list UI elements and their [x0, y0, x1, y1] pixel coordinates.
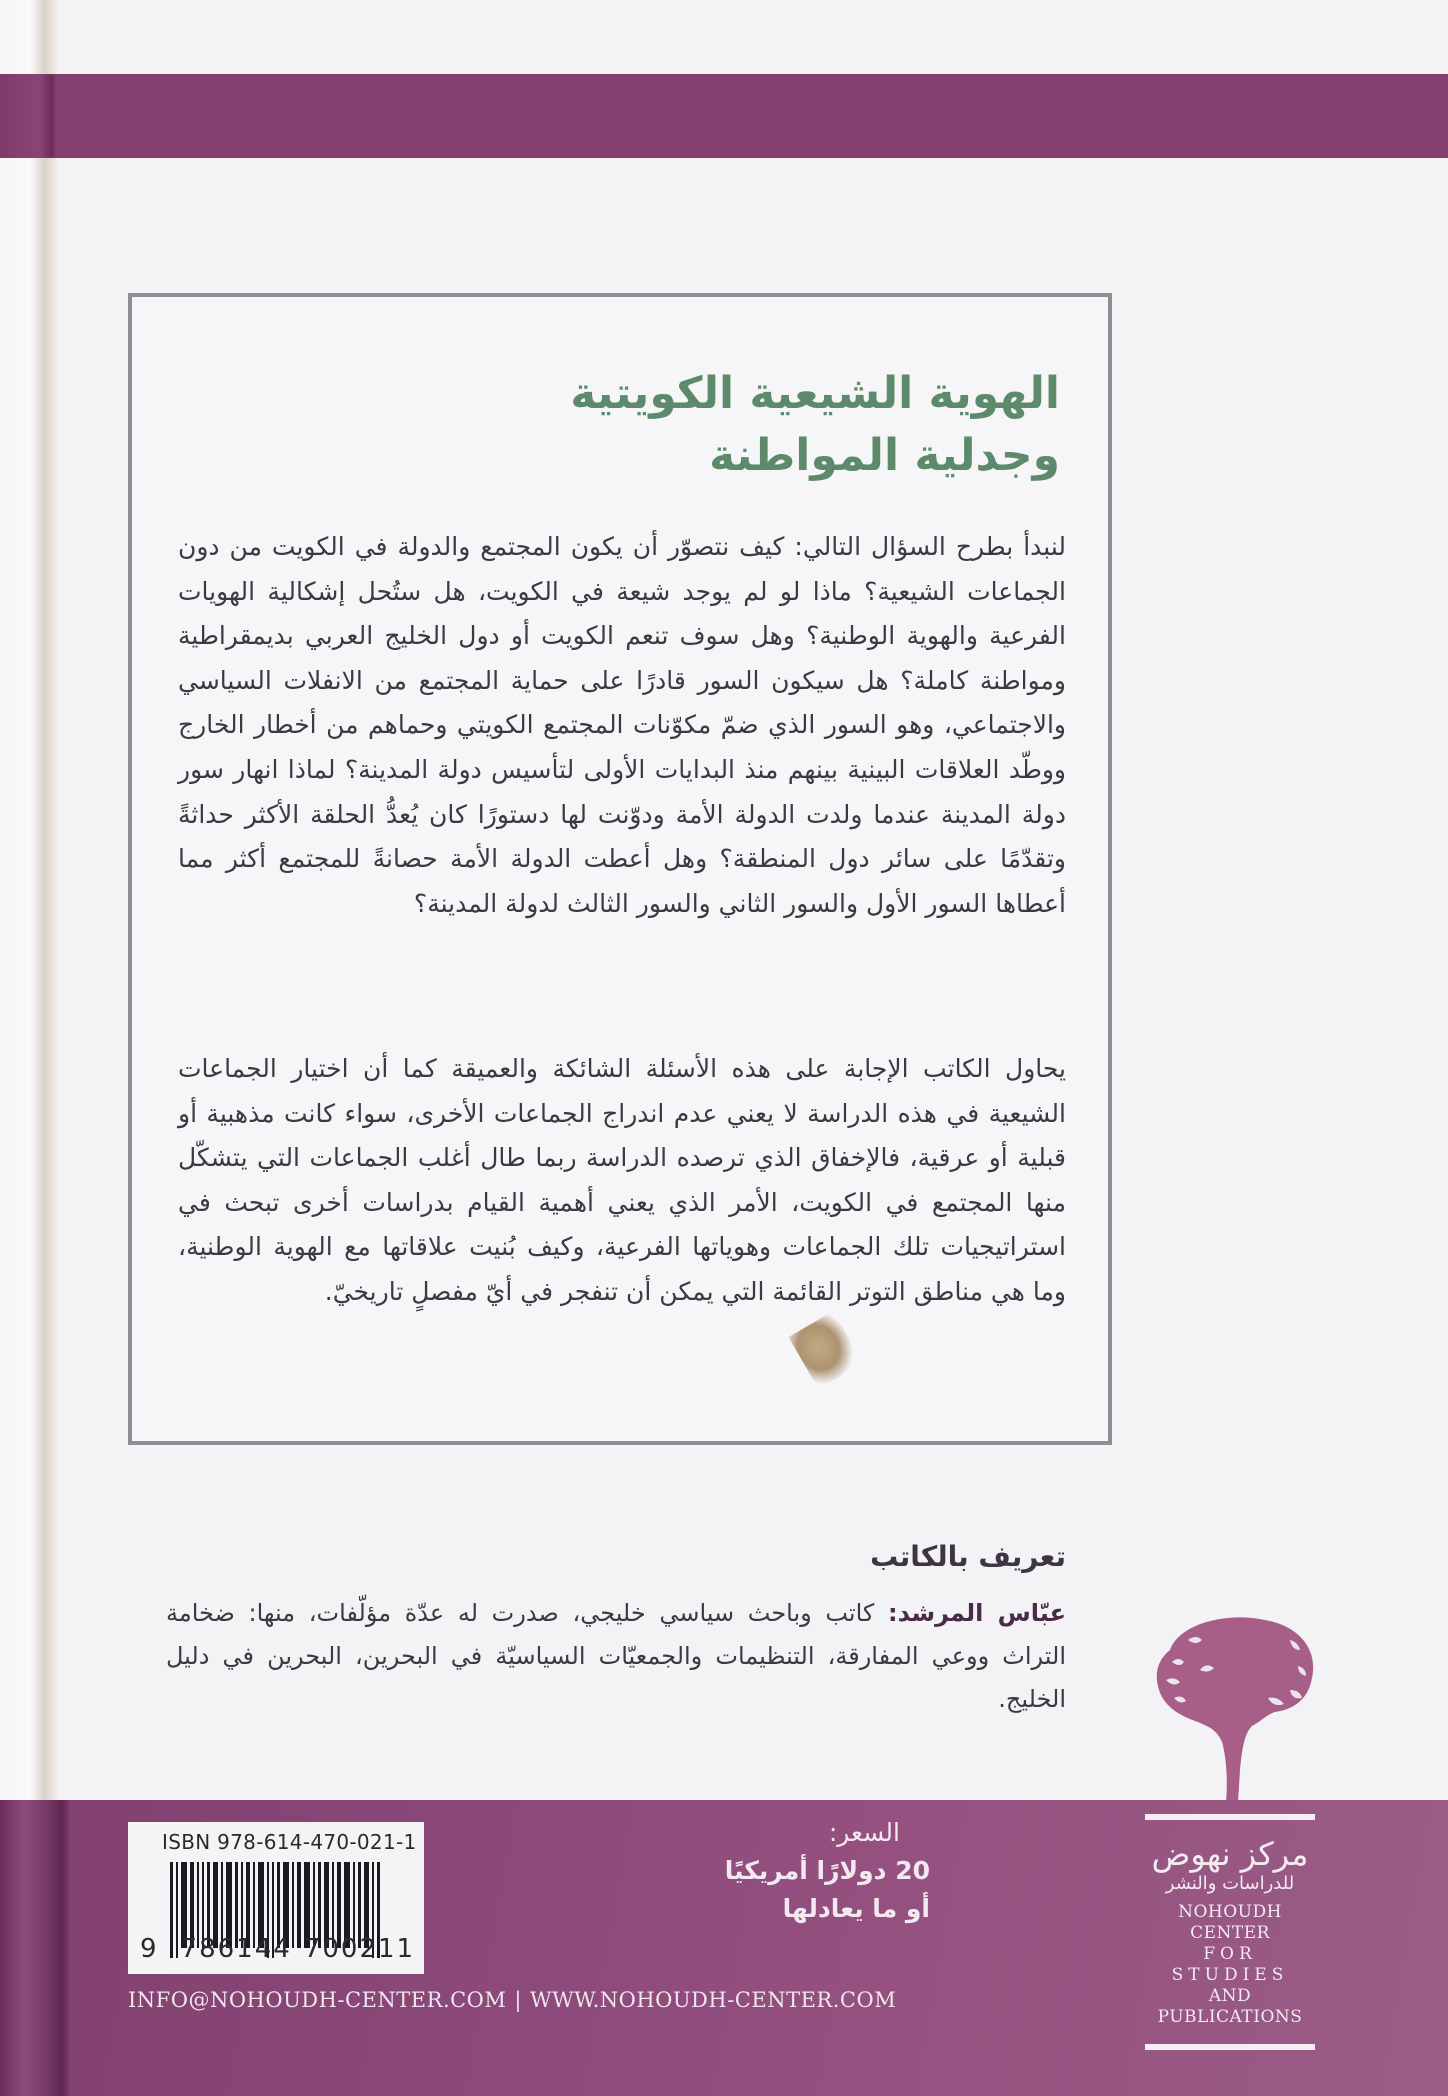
- isbn-barcode: [128, 1822, 424, 1974]
- book-title-line1: الهوية الشيعية الكويتية: [570, 368, 1060, 419]
- book-title-line2: وجدلية المواطنة: [709, 430, 1060, 481]
- publisher-name-ar: مركز نهوض: [1151, 1835, 1309, 1873]
- author-bio-text: كاتب وباحث سياسي خليجي، صدرت له عدّة مؤلّفات، منها: ضخامة التراث ووعي المفارقة، التنظيمات والجمعيّات السياسيّة في البحرين، البحرين في دليل الخليج.: [166, 1599, 1066, 1713]
- contact-separator: |: [514, 1988, 522, 2012]
- publisher-subtitle-ar: للدراسات والنشر: [1165, 1873, 1295, 1894]
- contact-line: [128, 1988, 896, 2012]
- brain-tree-icon: [1140, 1610, 1330, 1802]
- author-name: عبّاس المرشد:: [888, 1599, 1066, 1627]
- top-purple-band: [0, 74, 1448, 158]
- publisher-rule-top: [1145, 1814, 1315, 1820]
- publisher-name-en-1: NOHOUDH CENTER: [1178, 1902, 1282, 1943]
- author-bio: [166, 1592, 1066, 1721]
- book-spine: [0, 0, 58, 2096]
- synopsis-paragraph-2: يحاول الكاتب الإجابة على هذه الأسئلة الشائكة والعميقة كما أن اختيار الجماعات الشيعية في هذه الدراسة لا يعني عدم اندراج الجماعات الأخرى، سواء كانت مذهبية أو قبلية أو عرقية، فالإخفاق الذي ترصده الدراسة ربما طال أغلب الجماعات التي يتشكّل منها المجتمع في الكويت، الأمر الذي يعني أهمية القيام بدراسات أخرى تبحث في استراتيجيات تلك الجماعات وهوياتها الفرعية، وكيف بُنيت علاقاتها مع الهوية الوطنية، وما هي مناطق التوتر القائمة التي يمكن أن تنفجر في أيّ مفصلٍ تاريخيّ.: [178, 1054, 1066, 1306]
- isbn-label: ISBN 978-614-470-021-1: [162, 1830, 417, 1854]
- author-heading: تعريف بالكاتب: [870, 1540, 1066, 1573]
- contact-website[interactable]: WWW.NOHOUDH-CENTER.COM: [529, 1988, 897, 2012]
- publisher-logo: [1140, 1814, 1320, 2050]
- barcode-digits: 9 786144 700211: [140, 1934, 416, 1964]
- bottom-purple-band: [0, 1800, 1448, 2096]
- publisher-name-en-2: FOR STUDIES: [1171, 1944, 1289, 1985]
- spine-fold-bottom: [0, 1800, 70, 2096]
- spine-fold: [0, 74, 56, 158]
- synopsis-paragraph-1: لنبدأ بطرح السؤال التالي: كيف نتصوّر أن يكون المجتمع والدولة في الكويت من دون الجماعات الشيعية؟ ماذا لو لم يوجد شيعة في الكويت، هل ستُحل إشكالية الهويات الفرعية والهوية الوطنية؟ وهل سوف تنعم الكويت أو دول الخليج العربي بديمقراطية ومواطنة كاملة؟ هل سيكون السور قادرًا على حماية المجتمع من الانفلات السياسي والاجتماعي، وهو السور الذي ضمّ مكوّنات المجتمع الكويتي وحماهم من أخطار الخارج ووطّد العلاقات البينية بينهم منذ البدايات الأولى لتأسيس دولة المدينة؟ لماذا انهار سور دولة المدينة عندما ولدت الدولة الأمة ودوّنت لها دستورًا كان يُعدُّ الحلقة الأكثر حداثةً وتقدّمًا على سائر دول المنطقة؟ وهل أعطت الدولة الأمة حصانةً للمجتمع أكثر مما أعطاها السور الأول والسور الثاني والسور الثالث لدولة المدينة؟: [178, 532, 1066, 918]
- publisher-name-en-3: AND PUBLICATIONS: [1157, 1986, 1303, 2027]
- contact-email[interactable]: INFO@NOHOUDH-CENTER.COM: [128, 1988, 507, 2012]
- book-title: [360, 363, 1060, 487]
- price-label: السعر:: [828, 1818, 900, 1847]
- price-equivalent: أو ما يعادلها: [782, 1894, 930, 1923]
- price-amount: 20 دولارًا أمريكيًا: [724, 1856, 930, 1885]
- publisher-rule-bottom: [1145, 2044, 1315, 2050]
- synopsis-box: [128, 293, 1112, 1445]
- price-block: [630, 1814, 930, 1928]
